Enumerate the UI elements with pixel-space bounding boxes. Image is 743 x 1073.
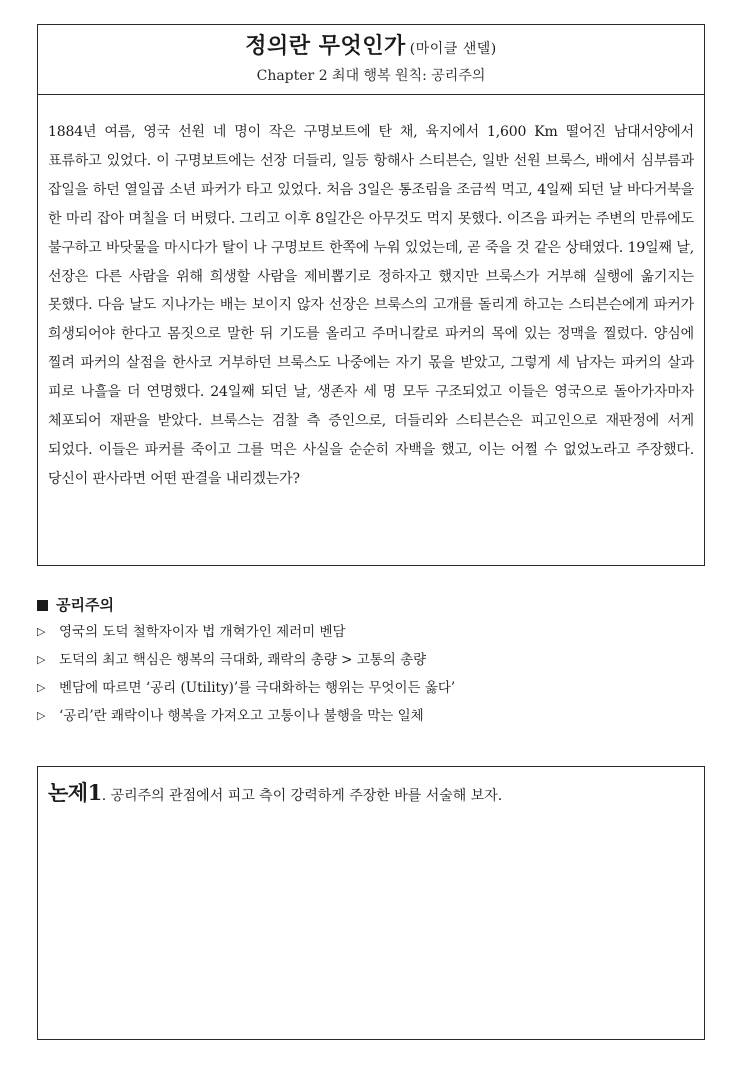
section-heading [37, 592, 705, 618]
page-title: 정의란 무엇인가 [245, 33, 406, 59]
list-item-text: 영국의 도덕 철학자이자 법 개혁가인 제러미 벤담 [59, 624, 346, 640]
author-name: (마이클 샌델) [409, 41, 497, 57]
question-label: 논제1 [48, 780, 102, 805]
list-item [37, 646, 705, 674]
chapter-subtitle: Chapter 2 최대 행복 원칙: 공리주의 [256, 68, 486, 84]
triangle-bullet-icon: ▷ [37, 681, 46, 694]
header [38, 25, 704, 95]
question-text: . 공리주의 관점에서 피고 측이 강력하게 주장한 바를 서술해 보자. [101, 788, 503, 804]
list-item [37, 702, 705, 730]
bullet-list [37, 618, 705, 730]
reading-box [37, 24, 705, 566]
story-text: 1884년 여름, 영국 선원 네 명이 작은 구명보트에 탄 채, 육지에서 1,600 Km 떨어진 남대서양에서 표류하고 있었다. 이 구명보트에는 선장 더들리, 일등 항해사 스티븐슨, 일반 선원 브룩스, 배에서 심부름과 잡일을 하던 열일곱 소년 파커가 타고 있었다. 처음 3일은 통조림을 조금씩 먹고, 4일째 되던 날 바다거북을 한 마리 잡아 며칠을 더 버텼다. 그리고 이후 8일간은 아무것도 먹지 못했다. 이즈음 파커는 주변의 만류에도 불구하고 바닷물을 마시다가 탈이 나 구명보트 한쪽에 누워 있었는데, 곧 죽을 것 같은 상태였다. 19일째 날, 선장은 다른 사람을 위해 희생할 사람을 제비뽑기로 정하자고 했지만 브룩스가 거부해 실행에 옮기지는 못했다. 다음 날도 지나가는 배는 보이지 않자 선장은 브룩스의 고개를 돌리게 하고는 스티븐슨에게 파커가 희생되어야 한다고 몸짓으로 말한 뒤 기도를 올리고 주머니칼로 파커의 목에 있는 정맥을 찔렀다. 양심에 찔려 파커의 살점을 한사코 거부하던 브룩스도 나중에는 자기 몫을 받았고, 그렇게 세 남자는 파커의 살과 피로 나흘을 더 연명했다. 24일째 되던 날, 생존자 세 명 모두 구조되었고 이들은 영국으로 돌아가자마자 체포되어 재판을 받았다. 브룩스는 검찰 측 증인으로, 더들리와 스티븐슨은 피고인으로 재판정에 서게 되었다. 이들은 파커를 죽이고 그를 먹은 사실을 순순히 자백을 했고, 이는 어쩔 수 없었노라고 주장했다. 당신이 판사라면 어떤 판결을 내리겠는가? [48, 124, 694, 487]
triangle-bullet-icon: ▷ [37, 653, 46, 666]
list-item-text: ‘공리’란 쾌락이나 행복을 가져오고 고통이나 불행을 막는 일체 [59, 708, 424, 724]
list-item [37, 618, 705, 646]
list-item-text: 벤담에 따르면 ‘공리 (Utility)’를 극대화하는 행위는 무엇이든 옳다’ [59, 680, 456, 696]
list-item [37, 674, 705, 702]
list-item-text: 도덕의 최고 핵심은 행복의 극대화, 쾌락의 총량 > 고통의 총량 [59, 652, 427, 668]
utilitarianism-section [37, 592, 705, 730]
question-line [48, 777, 694, 807]
triangle-bullet-icon: ▷ [37, 709, 46, 722]
title-line [38, 31, 704, 64]
triangle-bullet-icon: ▷ [37, 625, 46, 638]
square-bullet-icon [37, 600, 48, 611]
section-title: 공리주의 [56, 596, 114, 614]
answer-box [37, 766, 705, 1040]
